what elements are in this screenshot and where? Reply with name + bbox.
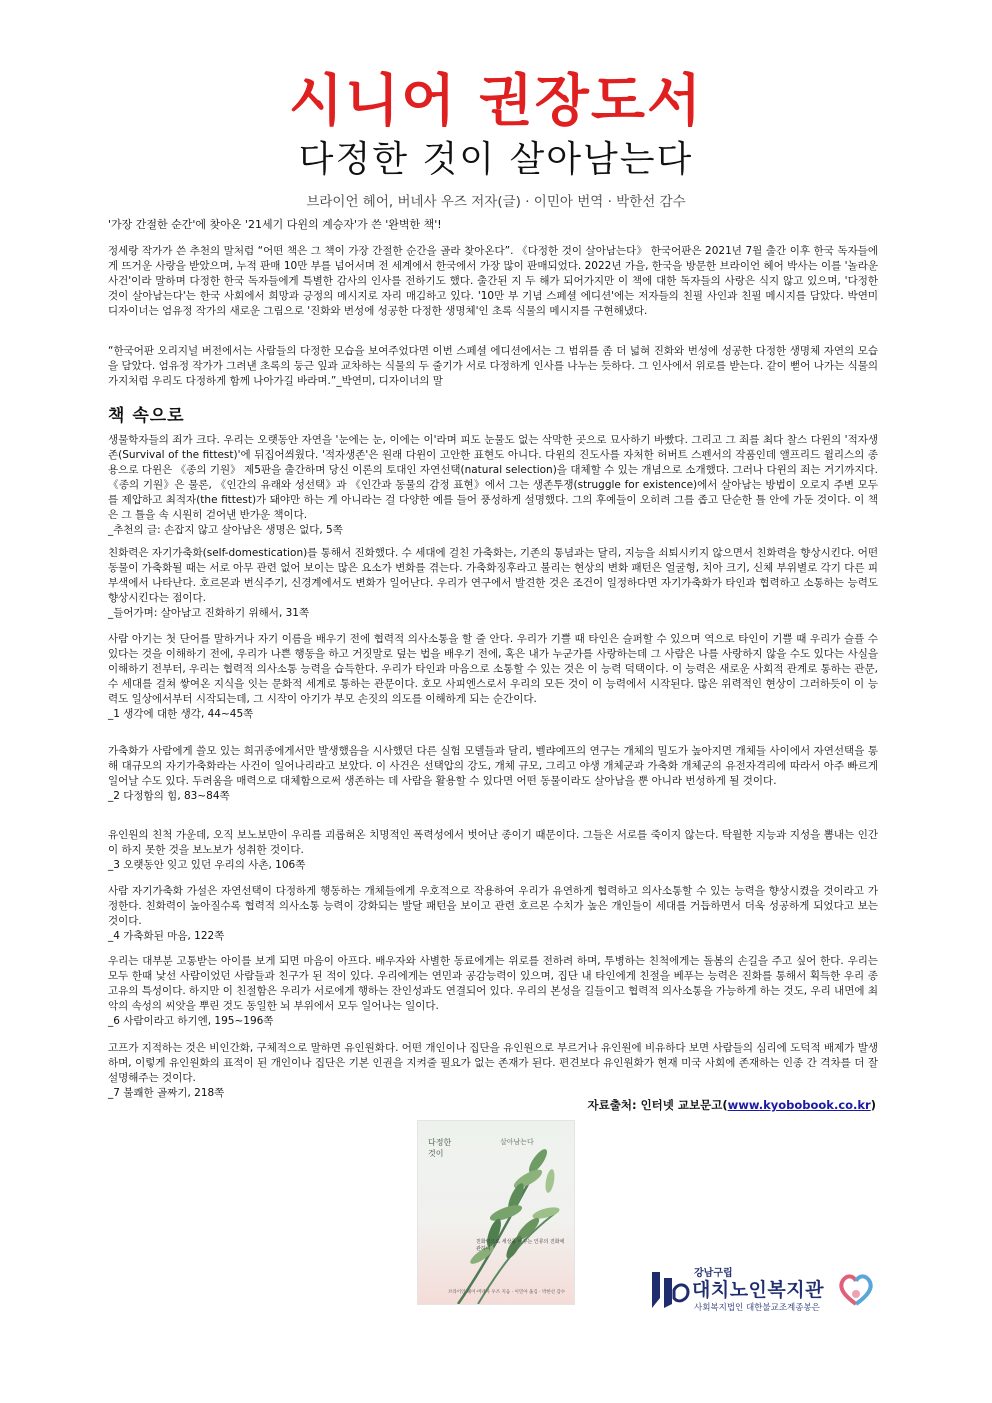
book-title: 다정한 것이 살아남는다 (298, 139, 694, 180)
cover-blurb: 친화력으로 세상을 바꾸는 인류의 진화에 관하여 (476, 1239, 565, 1252)
intro-paragraph (108, 244, 878, 319)
cover-authors: 브라이언 헤어·버네사 우즈 지음 · 이민아 옮김 · 박한선 감수 (448, 1290, 566, 1295)
excerpt (108, 828, 878, 873)
book-authors: 브라이언 헤어, 버네사 우즈 저자(글) · 이민아 번역 · 박한선 감수 (306, 194, 686, 210)
designer-quote (108, 344, 878, 389)
excerpt-text: 친화력은 자기가축화(self-domestication)를 통해서 진화했다. 수 세대에 걸친 가축화는, 기존의 통념과는 달리, 지능을 쇠퇴시키지 않으면서 친화력을 향상시킨다. 어떤 동물이 가축화될 때는 서로 아무 관련 없어 보이는 많은 요소가 변화를 겪는다. 가축화징후라고 불리는 현상의 변화 패턴은 얼굴형, 치아 크기, 신체 부위별로 각기 다른 피부색에서 나타난다. 호르몬과 번식주기, 신경계에서도 변화가 일어난다. 우리가 연구에서 발견한 것은 조건이 일정하다면 자기가축화가 타인과 협력하고 소통하는 능력도 향상시킨다는 점이다. (108, 547, 878, 604)
excerpt-text: 우리는 대부분 고통받는 아이를 보게 되면 마음이 아프다. 배우자와 사별한 동료에게는 위로를 전하려 하며, 투병하는 친척에게는 돌봄의 손길을 주고 싶어 한다. 우리는 모두 한때 낯선 사람이었던 사람들과 친구가 된 적이 있다. 우리에게는 연민과 공감능력이 있으며, 집단 내 타인에게 친절을 베푸는 능력은 진화를 통해서 획득한 우리 종 고유의 특성이다. 하지만 이 친절함은 우리가 서로에게 행하는 잔인성과도 연결되어 있다. 우리의 본성을 길들이고 협력적 의사소통을 가능하게 하는 것도, 우리 내면에 최악의 속성의 씨앗을 뿌린 것도 동일한 뇌 부위에서 모두 일어나는 일이다. (108, 955, 878, 1012)
logo-district: 강남구립 (694, 1268, 733, 1279)
source-close: ) (870, 1098, 876, 1112)
source-label: 자료출처: 인터넷 교보문고( (587, 1098, 728, 1112)
intro-text: 정세랑 작가가 쓴 추천의 말처럼 “어떤 책은 그 책이 가장 간절한 순간을 골라 찾아온다”. 《다정한 것이 살아남는다》 한국어판은 2021년 7월 출간 이후 한국 독자들에게 뜨거운 사랑을 받았으며, 누적 판매 10만 부를 넘어서며 전 세계에서 한국에서 가장 많이 판매되었다. 2022년 가을, 한국을 방문한 브라이언 헤어 박사는 이를 '놀라운 사건'이라 말하며 다정한 한국 독자들에게 특별한 감사의 인사를 전하기도 했다. 출간된 지 두 해가 되어가지만 이 책에 대한 독자들의 사랑은 식지 않고 있으며, '다정한 것이 살아남는다'는 한국 사회에서 희망과 긍정의 메시지로 자리 매김하고 있다. '10만 부 기념 스페셜 에디션'에는 저자들의 친필 사인과 친필 메시지를 담았다. 박연미 디자이너는 엄유정 작가의 새로운 그림으로 '진화와 번성에 성공한 다정한 생명체'인 초록 식물의 메시지를 구현해냈다. (108, 245, 878, 317)
excerpt-text: 가축화가 사람에게 쓸모 있는 희귀종에게서만 발생했음을 시사했던 다른 실험 모델들과 달리, 벨랴예프의 연구는 개체의 밀도가 높아지면 개체들 사이에서 자연선택을 통해 대규모의 자기가축화라는 사건이 일어나리라고 보았다. 이 사건은 선택압의 강도, 개체 규모, 그리고 야생 개체군과 가축화 개체군의 유전자격리에 따라서 아주 빠르게 일어날 수도 있다. 두려움을 매력으로 대체함으로써 생존하는 데 사람을 활용할 수 있다면 어떤 동물이라도 살아남을 뿐 아니라 번성하게 될 것이다. (108, 745, 878, 787)
heart-icon (836, 1270, 876, 1310)
excerpt (108, 1041, 878, 1101)
logo-foundation: 사회복지법인 대한불교조계종봉은 (694, 1303, 820, 1313)
excerpt-citation: _3 오랫동안 잊고 있던 우리의 사촌, 106쪽 (108, 859, 306, 871)
cover-title (428, 1137, 451, 1159)
cover-title-right: 살아남는다 (500, 1138, 534, 1146)
excerpt-text: 사람 자기가축화 가설은 자연선택이 다정하게 행동하는 개체들에게 우호적으로 작용하여 우리가 유연하게 협력하고 의사소통할 수 있는 능력을 향상시켰을 것이라고 가정한다. 친화력이 높아질수록 협력적 의사소통 능력이 강화되는 발달 패턴을 보이고 관련 호르몬 수치가 높은 개인들이 세대를 거듭하면서 더욱 성공하게 되었다고 보는 것이다. (108, 885, 878, 927)
excerpt (108, 884, 878, 944)
excerpt-citation: _들어가며: 살아남고 진화하기 위해서, 31쪽 (108, 607, 310, 619)
cover-title-line: 다정한 (428, 1138, 452, 1147)
excerpt-text: 고프가 지적하는 것은 비인간화, 구체적으로 말하면 유인원화다. 어떤 개인이나 집단을 유인원으로 부르거나 유인원에 비유하다 보면 사람들의 심리에 도덕적 배제가 발생하며, 이렇게 유인원화의 표적이 된 개인이나 집단은 기본 인권을 지켜줄 필요가 없는 존재가 된다. 편견보다 유인원화가 현재 미국 사회에 존재하는 인종 간 격차를 더 잘 설명해주는 것이다. (108, 1042, 878, 1084)
logo-name: 대치노인복지관 (692, 1279, 824, 1301)
excerpt-citation: _7 불쾌한 골짜기, 218쪽 (108, 1087, 225, 1099)
excerpt (108, 954, 878, 1029)
excerpt (108, 433, 878, 538)
excerpt-text: 사람 아기는 첫 단어를 말하거나 자기 이름을 배우기 전에 협력적 의사소통을 할 줄 안다. 우리가 기쁠 때 타인은 슬퍼할 수 있으며 역으로 타인이 기쁠 때 우리가 슬플 수 있다는 것을 이해하기 전에, 우리가 나쁜 행동을 하고 거짓말로 덮는 법을 배우기 전에, 혹은 내가 누군가를 사랑하는데 그 사람은 나를 사랑하지 않을 수도 있다는 사실을 이해하기 전부터, 우리는 협력적 의사소통 능력을 습득한다. 우리가 타인과 마음으로 소통할 수 있는 것은 이 능력 덕택이다. 이 능력은 새로운 사회적 관계로 통하는 관문, 수 세대를 걸쳐 쌓여온 지식을 잇는 문화적 세계로 통하는 관문이다. 호모 사피엔스로서 우리의 모든 것이 이 능력에서 시작된다. 많은 위력적인 현상이 그러하듯이 이 능력도 일상에서부터 시작되는데, 그 시작이 아기가 부모 손짓의 의도를 이해하게 되는 순간이다. (108, 633, 878, 705)
book-cover-image (417, 1120, 575, 1305)
section-heading: 책 속으로 (108, 406, 185, 426)
excerpt-citation: _4 가축화된 마음, 122쪽 (108, 930, 225, 942)
excerpt-text: 유인원의 친척 가운데, 오직 보노보만이 우리를 괴롭혀온 치명적인 폭력성에서 벗어난 종이기 때문이다. 그들은 서로를 죽이지 않는다. 탁월한 지능과 지성을 뽐내는 인간이 하지 못한 것을 보노보가 성취한 것이다. (108, 829, 878, 856)
excerpt-citation: _추천의 글: 손잡지 않고 살아남은 생명은 없다, 5쪽 (108, 524, 343, 536)
page-title: 시니어 권장도서 (288, 69, 704, 134)
book-tagline: '가장 간절한 순간'에 찾아온 '21세기 다윈의 계승자'가 쓴 '완벽한 책'! (108, 218, 442, 231)
excerpt-citation: _6 사람이라고 하기엔, 195~196쪽 (108, 1015, 274, 1027)
cover-title-line: 것이 (428, 1149, 444, 1158)
source-credit (588, 1097, 876, 1113)
excerpt (108, 546, 878, 621)
excerpt-citation: _1 생각에 대한 생각, 44~45쪽 (108, 708, 254, 720)
organization-emblem-icon (648, 1268, 692, 1312)
excerpt (108, 632, 878, 722)
excerpt (108, 744, 878, 804)
organization-logo (648, 1262, 878, 1320)
excerpt-text: 생물학자들의 죄가 크다. 우리는 오랫동안 자연을 '눈에는 눈, 이에는 이'라며 피도 눈물도 없는 삭막한 곳으로 묘사하기 바빴다. 그리고 그 죄를 최다 찰스 다윈의 '적자생존(Survival of the fittest)'에 뒤집어씌웠다. '적자생존'은 원래 다윈이 고안한 표현도 아니다. 다윈의 진도사를 자처한 허버트 스펜서의 작품인데 앨프리드 윌리스의 종용으로 다윈은 《종의 기원》 제5판을 출간하며 당신 이론의 토대인 자연선택(natural selection)을 대체할 수 있는 개념으로 소개했다. 그러나 다윈의 죄는 거기까지다. 《종의 기원》은 물론, 《인간의 유래와 성선택》과 《인간과 동물의 감정 표현》에서 그는 생존투쟁(struggle for existence)에서 살아남는 방법이 오로지 주변 모두를 제압하고 최적자(the fittest)가 돼야만 하는 게 아니라는 걸 다양한 예를 들어 풍성하게 설명했다. 그의 후예들이 오히려 그를 좁고 단순한 틀 안에 가둔 것이다. 이 책은 그 틀을 속 시원히 걷어낸 반가운 책이다. (108, 434, 878, 521)
excerpt-citation: _2 다정함의 힘, 83~84쪽 (108, 790, 230, 802)
source-link[interactable]: www.kyobobook.co.kr (727, 1098, 871, 1112)
intro-text: “한국어판 오리지널 버전에서는 사람들의 다정한 모습을 보여주었다면 이번 스페셜 에디션에서는 그 범위를 좀 더 넓혀 진화와 번성에 성공한 다정한 생명체 자연의 모습을 담았다. 엄유정 작가가 그려낸 초록의 둥근 잎과 교차하는 식물의 두 줄기가 서로 다정하게 인사를 나누는 듯하다. 그 인사에서 위로를 받는다. 같이 뻗어 나가는 식물의 가지처럼 우리도 다정하게 함께 나아가길 바라며.”_박연미, 디자이너의 말 (108, 345, 878, 387)
